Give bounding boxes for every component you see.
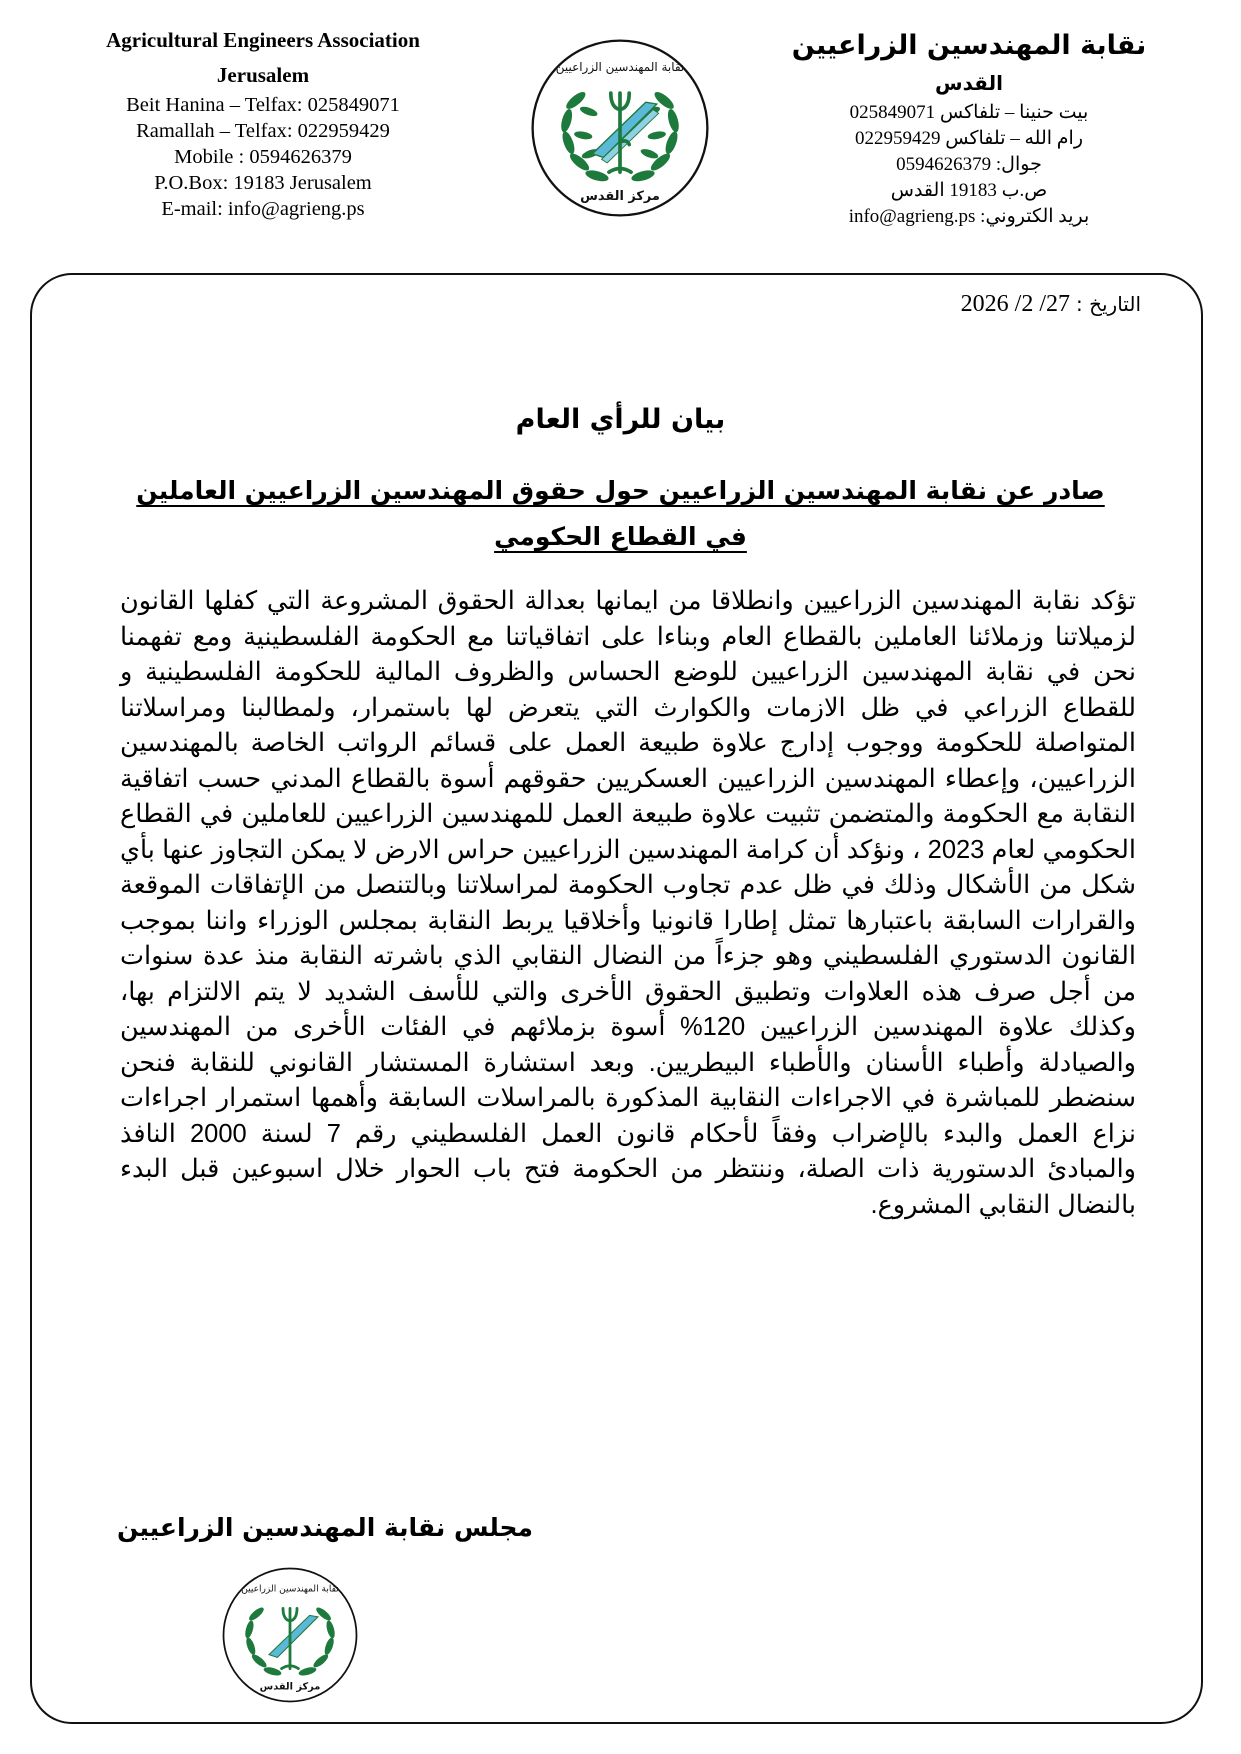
svg-text:نقابة المهندسين الزراعيين: نقابة المهندسين الزراعيين bbox=[555, 59, 685, 74]
arabic-letterhead bbox=[779, 26, 1159, 230]
english-po-box: P.O.Box: 19183 Jerusalem bbox=[154, 172, 372, 194]
arabic-org-name: نقابة المهندسين الزراعيين bbox=[791, 30, 1147, 61]
english-ramallah-telfax: Ramallah – Telfax: 022959429 bbox=[136, 120, 390, 142]
arabic-city: القدس bbox=[935, 71, 1003, 95]
arabic-email: بريد الكتروني: info@agrieng.ps bbox=[848, 206, 1090, 227]
statement-subtitle: صادر عن نقابة المهندسين الزراعيين حول حقوق المهندسين الزراعيين العاملين في القطاع الحكومي bbox=[136, 476, 1105, 551]
association-logo-icon bbox=[528, 36, 712, 220]
date-label: التاريخ : bbox=[1075, 292, 1141, 316]
english-org-name: Agricultural Engineers Association bbox=[106, 28, 420, 52]
english-beit-hanina-telfax: Beit Hanina – Telfax: 025849071 bbox=[126, 94, 400, 116]
date-value: 27/ 2/ 2026 bbox=[960, 291, 1070, 317]
svg-text:مركز القدس: مركز القدس bbox=[580, 188, 660, 204]
english-mobile: Mobile : 0594626379 bbox=[174, 146, 352, 168]
body-paragraph: تؤكد نقابة المهندسين الزراعيين وانطلاقا من ايمانها بعدالة الحقوق المشروعة التي كفلها القانون لزميلاتنا وزملائنا العاملين بالقطاع العام وبناءا على اتفاقياتنا مع الحكومة الفلسطينية ومع تفهمنا نحن في نقابة المهندسين الزراعيين للوضع الحساس والظروف المالية للحكومة الفلسطينية و للقطاع الزراعي في ظل الازمات والكوارث التي يتعرض لها باستمرار، ولمطالبنا ومراسلاتنا المتواصلة للحكومة ووجوب إدارج علاوة طبيعة العمل على قسائم الرواتب الخاصة بالمهندسين الزراعيين، وإعطاء المهندسين الزراعيين العسكريين حقوقهم أسوة بالقطاع المدني حسب اتفاقية النقابة مع الحكومة والمتضمن تثبيت علاوة طبيعة العمل للمهندسين الزراعيين للعاملين في القطاع الحكومي لعام 2023 ، ونؤكد أن كرامة المهندسين الزراعيين حراس الارض لا يمكن التجاوز عنها بأي شكل من الأشكال وذلك في ظل عدم تجاوب الحكومة لمراسلاتنا وبالتنصل من الإتفاقات الموقعة والقرارات السابقة باعتبارها تمثل إطارا قانونيا وأخلاقيا يربط النقابة بمجلس الوزراء واننا بموجب القانون الدستوري الفلسطيني وهو جزءاً من النضال النقابي الذي باشرته النقابة منذ عدة سنوات من أجل صرف هذه العلاوات وتطبيق الحقوق الأخرى والتي للأسف الشديد لا يتم الالتزام بها، وكذلك علاوة المهندسين الزراعيين 120% أسوة بزملائهم في الفئات الأخرى من المهندسين والصيادلة وأطباء الأسنان والأطباء البيطريين. وبعد استشارة المستشار القانوني للنقابة فنحن سنضطر للمباشرة في الاجراءات النقابية المذكورة بالمراسلات السابقة وأهمها استمرار اجراءات نزاع العمل والبدء بالإضراب وفقاً لأحكام قانون العمل الفلسطيني رقم 7 لسنة 2000 النافذ والمبادئ الدستورية ذات الصلة، وننتظر من الحكومة فتح باب الحوار خلال اسبوعين قبل البدء بالنضال النقابي المشروع. bbox=[120, 587, 1136, 1219]
document-date bbox=[961, 286, 1141, 322]
english-email: E-mail: info@agrieng.ps bbox=[161, 198, 365, 220]
association-stamp-icon bbox=[220, 1565, 360, 1705]
arabic-po-box: ص.ب 19183 القدس bbox=[890, 180, 1048, 201]
arabic-ramallah-telfax: رام الله – تلفاكس 022959429 bbox=[854, 128, 1083, 149]
arabic-beit-hanina-telfax: بيت حنينا – تلفاكس 025849071 bbox=[849, 102, 1089, 123]
svg-text:مركز القدس: مركز القدس bbox=[259, 1681, 321, 1693]
statement-body bbox=[120, 584, 1136, 1223]
english-letterhead bbox=[68, 22, 458, 222]
svg-text:نقابة المهندسين الزراعيين: نقابة المهندسين الزراعيين bbox=[241, 1584, 339, 1595]
statement-title: بيان للرأي العام bbox=[515, 404, 726, 435]
signature-council: مجلس نقابة المهندسين الزراعيين bbox=[116, 1513, 534, 1542]
arabic-mobile: جوال: 0594626379 bbox=[896, 154, 1042, 175]
english-city: Jerusalem bbox=[216, 63, 310, 87]
